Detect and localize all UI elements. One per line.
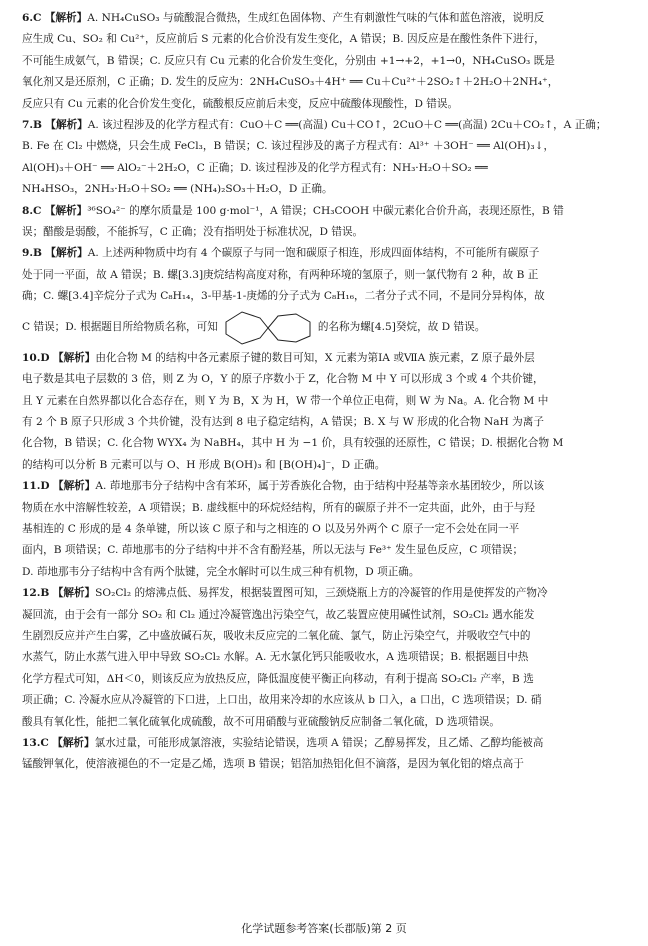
answer-13-head: 13.C [22, 737, 49, 749]
answer-8 [22, 201, 634, 244]
answer-11-head: 11.D [22, 480, 50, 493]
answer-9-spiro-before: C 错误；D. 根据题目所给物质名称，可知 [22, 320, 218, 333]
answer-10-line-2: 电子数是其电子层数的 3 倍，则 Z 为 O，Y 的原子序数小于 Z，化合物 M 中 Y 可以形成 3 个或 4 个共价键， [22, 373, 544, 386]
answer-11 [22, 476, 634, 583]
answer-6-line-4: 氧化剂又是还原剂，C 正确；D. 发生的反应为：2NH₄CuSO₃＋4H⁺ ══ Cu＋Cu²⁺＋2SO₂↑＋2H₂O＋2NH₄⁺， [22, 76, 559, 89]
answer-7-line-1: A. 该过程涉及的化学方程式有：CuO＋C ══(高温) Cu＋CO↑，2CuO＋C ══(高温) 2Cu＋CO₂↑，A 正确； [87, 119, 607, 132]
answer-10-line-3: 且 Y 元素在自然界都以化合态存在，则 Y 为 B，X 为 H，W 带一个单位正电荷，则 W 为 Na。A. 化合物 M 中 [22, 394, 549, 407]
answer-9-line-1: A. 上述两种物质中均有 4 个碳原子与同一饱和碳原子相连，形成四面体结构，不可能所有碳原子 [87, 247, 540, 260]
answer-13-line-2: 锰酸钾氧化，使溶液褪色的不一定是乙烯，选项 B 错误；铝箔加热铝化但不滴落，是因为氧化铝的熔点高于 [22, 758, 524, 771]
answer-12 [22, 583, 634, 733]
answer-12-head: 12.B [22, 587, 50, 600]
answer-13-line-1: 氯水过量，可能形成氯溶液，实验结论错误，选项 A 错误；乙醇易挥发，且乙烯、乙醇均能被高 [94, 737, 544, 749]
answer-8-tag: 【解析】 [44, 204, 88, 217]
answer-6 [22, 8, 634, 115]
answer-12-line-6: 项正确；C. 冷凝水应从冷凝管的下口进，上口出，故用来冷却的水应该从 b 口入，a 口出，C 选项错误；D. 硝 [22, 694, 542, 707]
answer-6-head: 6.C [22, 12, 42, 24]
answer-6-line-1: A. NH₄CuSO₃ 与硫酸混合微热，生成红色固体物、产生有刺激性气味的气体和蓝色溶液，说明反 [87, 12, 545, 24]
answer-10-tag: 【解析】 [53, 351, 96, 364]
answer-8-line-2: 误；醋酸是弱酸，不能拆写，C 正确；没有指明处于标准状况，D 错误。 [22, 226, 364, 239]
answer-9-line-3: 确；C. 螺[3.4]辛烷分子式为 C₈H₁₄，3-甲基-1-庚烯的分子式为 C₈H₁₆，二者分子式不同，不是同分异构体，故 [22, 290, 545, 303]
answer-11-line-5: D. 茚地那韦分子结构中含有两个肽键，完全水解时可以生成三种有机物，D 项正确。 [22, 565, 420, 578]
answer-12-line-2: 凝回流，由于会有一部分 SO₂ 和 Cl₂ 通过冷凝管逸出污染空气，故乙装置应使用碱性试剂，SO₂Cl₂ 遇水能发 [22, 608, 535, 621]
answer-6-line-2: 应生成 Cu、SO₂ 和 Cu²⁺，反应前后 S 元素的化合价没有发生变化，A 错误；B. 因反应是在酸性条件下进行， [22, 33, 545, 46]
answer-10-line-1: 由化合物 M 的结构中各元素原子键的数目可知，X 元素为第ⅠA 或ⅦA 族元素，Z 原子最外层 [95, 351, 535, 364]
answer-7-head: 7.B [22, 119, 43, 132]
answer-10-line-4: 有 2 个 B 原子只形成 3 个共价键，没有达到 8 电子稳定结构，A 错误；B. X 与 W 形成的化合物 NaH 为离子 [22, 415, 544, 428]
answer-12-line-1: SO₂Cl₂ 的熔沸点低、易挥发，根据装置图可知，三颈烧瓶上方的冷凝管的作用是使挥发的产物冷 [95, 587, 548, 600]
answer-11-line-1: A. 茚地那韦分子结构中含有苯环，属于芳香族化合物，由于结构中羟基等亲水基团较少，所以该 [95, 480, 545, 493]
answer-6-line-5: 反应只有 Cu 元素的化合价发生变化，硫酸根反应前后未变，反应中硫酸体现酸性，D 错误。 [22, 97, 459, 110]
answer-13-tag: 【解析】 [52, 737, 95, 749]
answer-8-head: 8.C [22, 204, 42, 217]
answer-11-line-3: 基相连的 C 形成的是 4 条单键，所以该 C 原子和与之相连的 O 以及另外两个 C 原子一定不会处在同一平 [22, 522, 520, 535]
answer-11-tag: 【解析】 [53, 480, 96, 493]
answer-7-line-4: NH₄HSO₃，2NH₃·H₂O＋SO₂ ══ (NH₄)₂SO₃＋H₂O，D 正确。 [22, 183, 333, 196]
answer-9-line-2: 处于同一平面，故 A 错误；B. 螺[3.3]庚烷结构高度对称，有两种环境的氢原子，则一氯代物有 2 种，故 B 正 [22, 268, 539, 281]
answer-12-tag: 【解析】 [52, 587, 96, 600]
answer-9 [22, 243, 634, 347]
answer-12-line-4: 水蒸气，防止水蒸气进入甲中导致 SO₂Cl₂ 水解。A. 无水氯化钙只能吸收水，A 选项错误；B. 根据题目中热 [22, 651, 529, 664]
answer-13 [22, 733, 634, 776]
answer-10-line-5: 化合物，B 错误；C. 化合物 WYX₄ 为 NaBH₄，其中 H 为 −1 价，具有较强的还原性，C 错误；D. 根据化合物 M [22, 437, 564, 450]
answer-12-line-3: 生剧烈反应并产生白雾，乙中盛放碱石灰，吸收未反应完的二氧化硫、氯气，防止污染空气，并吸收空气中的 [22, 629, 531, 642]
answer-10-head: 10.D [22, 351, 50, 364]
answer-12-line-5: 化学方程式可知，ΔH＜0，则该反应为放热反应，降低温度使平衡正向移动，有利于提高 SO₂Cl₂ 产率，B 选 [22, 672, 534, 685]
answer-7-line-3: Al(OH)₃＋OH⁻ ══ AlO₂⁻＋2H₂O，C 正确；D. 该过程涉及的化学方程式有：NH₃·H₂O＋SO₂ ══ [22, 161, 488, 174]
answer-7 [22, 115, 634, 201]
answer-7-line-2: B. Fe 在 Cl₂ 中燃烧，只会生成 FeCl₃，B 错误；C. 该过程涉及的离子方程式有：Al³⁺ ＋3OH⁻ ══ Al(OH)₃↓， [22, 140, 555, 153]
answer-6-line-3: 不可能生成氨气，B 错误；C. 反应只有 Cu 元素的化合价发生变化，分别由 +1→+2，+1→0，NH₄CuSO₃ 既是 [22, 54, 555, 67]
spiro-decane-structure [220, 308, 316, 348]
answer-8-line-1: ³⁶SO₄²⁻ 的摩尔质量是 100 g·mol⁻¹，A 错误；CH₃COOH 中碳元素化合价升高，表现还原性，B 错 [87, 204, 564, 217]
answer-10 [22, 348, 634, 476]
answer-11-line-2: 物质在水中溶解性较差，A 项错误；B. 虚线框中的环烷烃结构，所有的碳原子并不一定共面，此外，由于与羟 [22, 501, 535, 514]
answer-9-head: 9.B [22, 247, 43, 260]
answer-6-tag: 【解析】 [44, 12, 88, 24]
answer-12-line-7: 酸具有氧化性，能把二氧化硫氧化成硫酸，故不可用硝酸与亚硫酸钠反应制备二氧化硫，D 选项错误。 [22, 715, 500, 728]
answer-10-line-6: 的结构可以分析 B 元素可以与 O、H 形成 B(OH)₃ 和 [B(OH)₄]⁻，D 正确。 [22, 458, 386, 471]
answer-11-line-4: 面内，B 项错误；C. 茚地那韦的分子结构中并不含有酚羟基，所以无法与 Fe³⁺ 发生显色反应，C 项错误； [22, 544, 524, 557]
answer-9-tag: 【解析】 [45, 247, 88, 260]
page-footer: 化学试题参考答案(长郡版)第 2 页 [241, 922, 407, 935]
answer-7-tag: 【解析】 [45, 119, 88, 132]
answer-9-spiro-line [22, 308, 634, 348]
answer-9-spiro-after: 的名称为螺[4.5]癸烷，故 D 错误。 [317, 320, 486, 333]
